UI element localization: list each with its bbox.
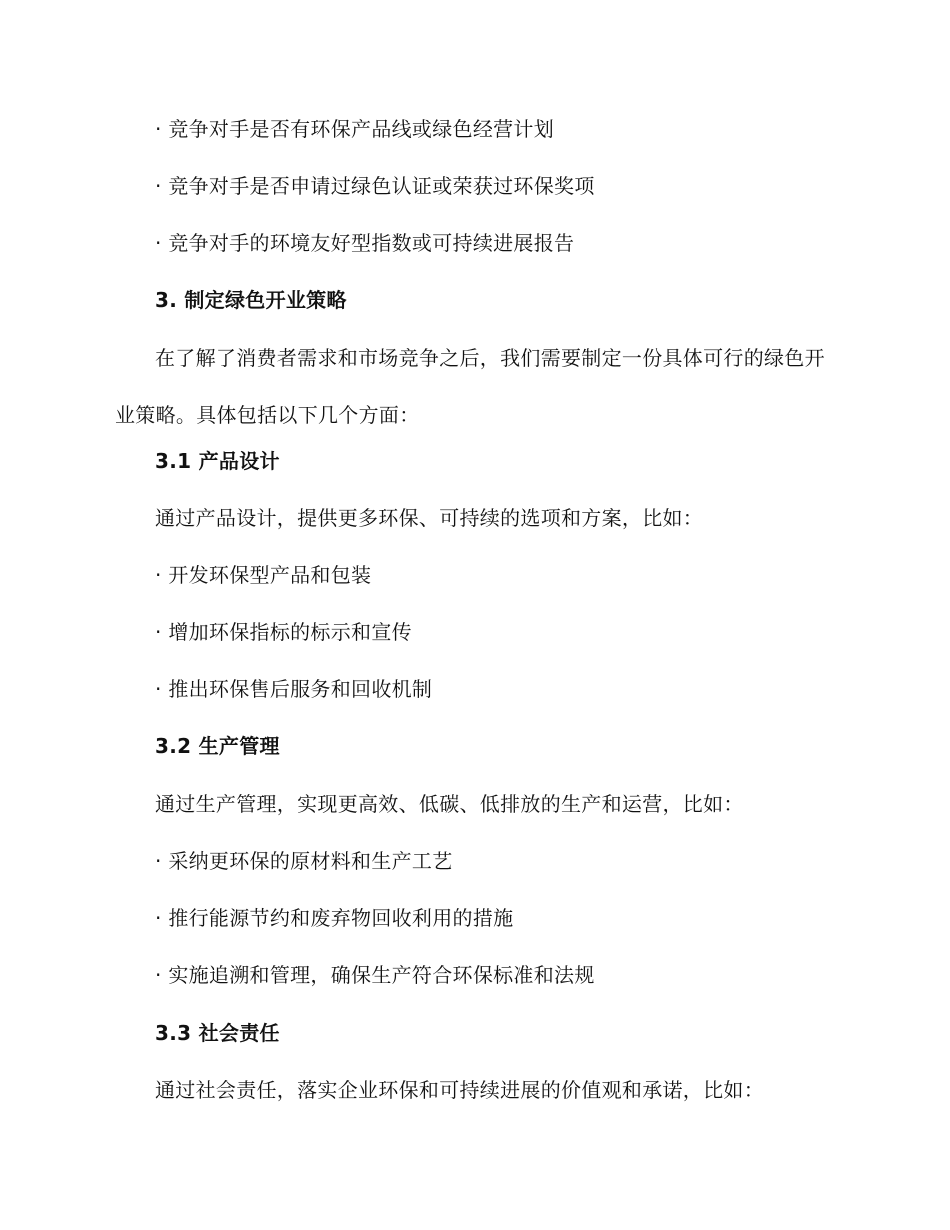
bullet-item: · 推行能源节约和废弃物回收利用的措施 [155,906,514,930]
paragraph: 通过生产管理，实现更高效、低碳、低排放的生产和运营，比如： [155,792,744,816]
bullet-item: · 采纳更环保的原材料和生产工艺 [155,849,453,873]
paragraph: 通过社会责任，落实企业环保和可持续进展的价值观和承诺，比如： [155,1078,764,1102]
bullet-item: · 竞争对手是否有环保产品线或绿色经营计划 [155,117,555,141]
bullet-item: · 增加环保指标的标示和宣传 [155,620,412,644]
paragraph: 通过产品设计，提供更多环保、可持续的选项和方案，比如： [155,506,704,530]
section-heading: 3.2 生产管理 [155,734,280,758]
bullet-item: · 竞争对手是否申请过绿色认证或荣获过环保奖项 [155,174,595,198]
section-heading: 3. 制定绿色开业策略 [155,288,347,312]
paragraph: 在了解了消费者需求和市场竞争之后，我们需要制定一份具体可行的绿色开业策略。具体包括以下几个方面： [115,346,825,427]
bullet-item: · 实施追溯和管理，确保生产符合环保标准和法规 [155,963,595,987]
section-heading: 3.1 产品设计 [155,449,280,473]
section-heading: 3.3 社会责任 [155,1021,280,1045]
bullet-item: · 竞争对手的环境友好型指数或可持续进展报告 [155,231,575,255]
bullet-item: · 推出环保售后服务和回收机制 [155,677,433,701]
bullet-item: · 开发环保型产品和包装 [155,563,372,587]
